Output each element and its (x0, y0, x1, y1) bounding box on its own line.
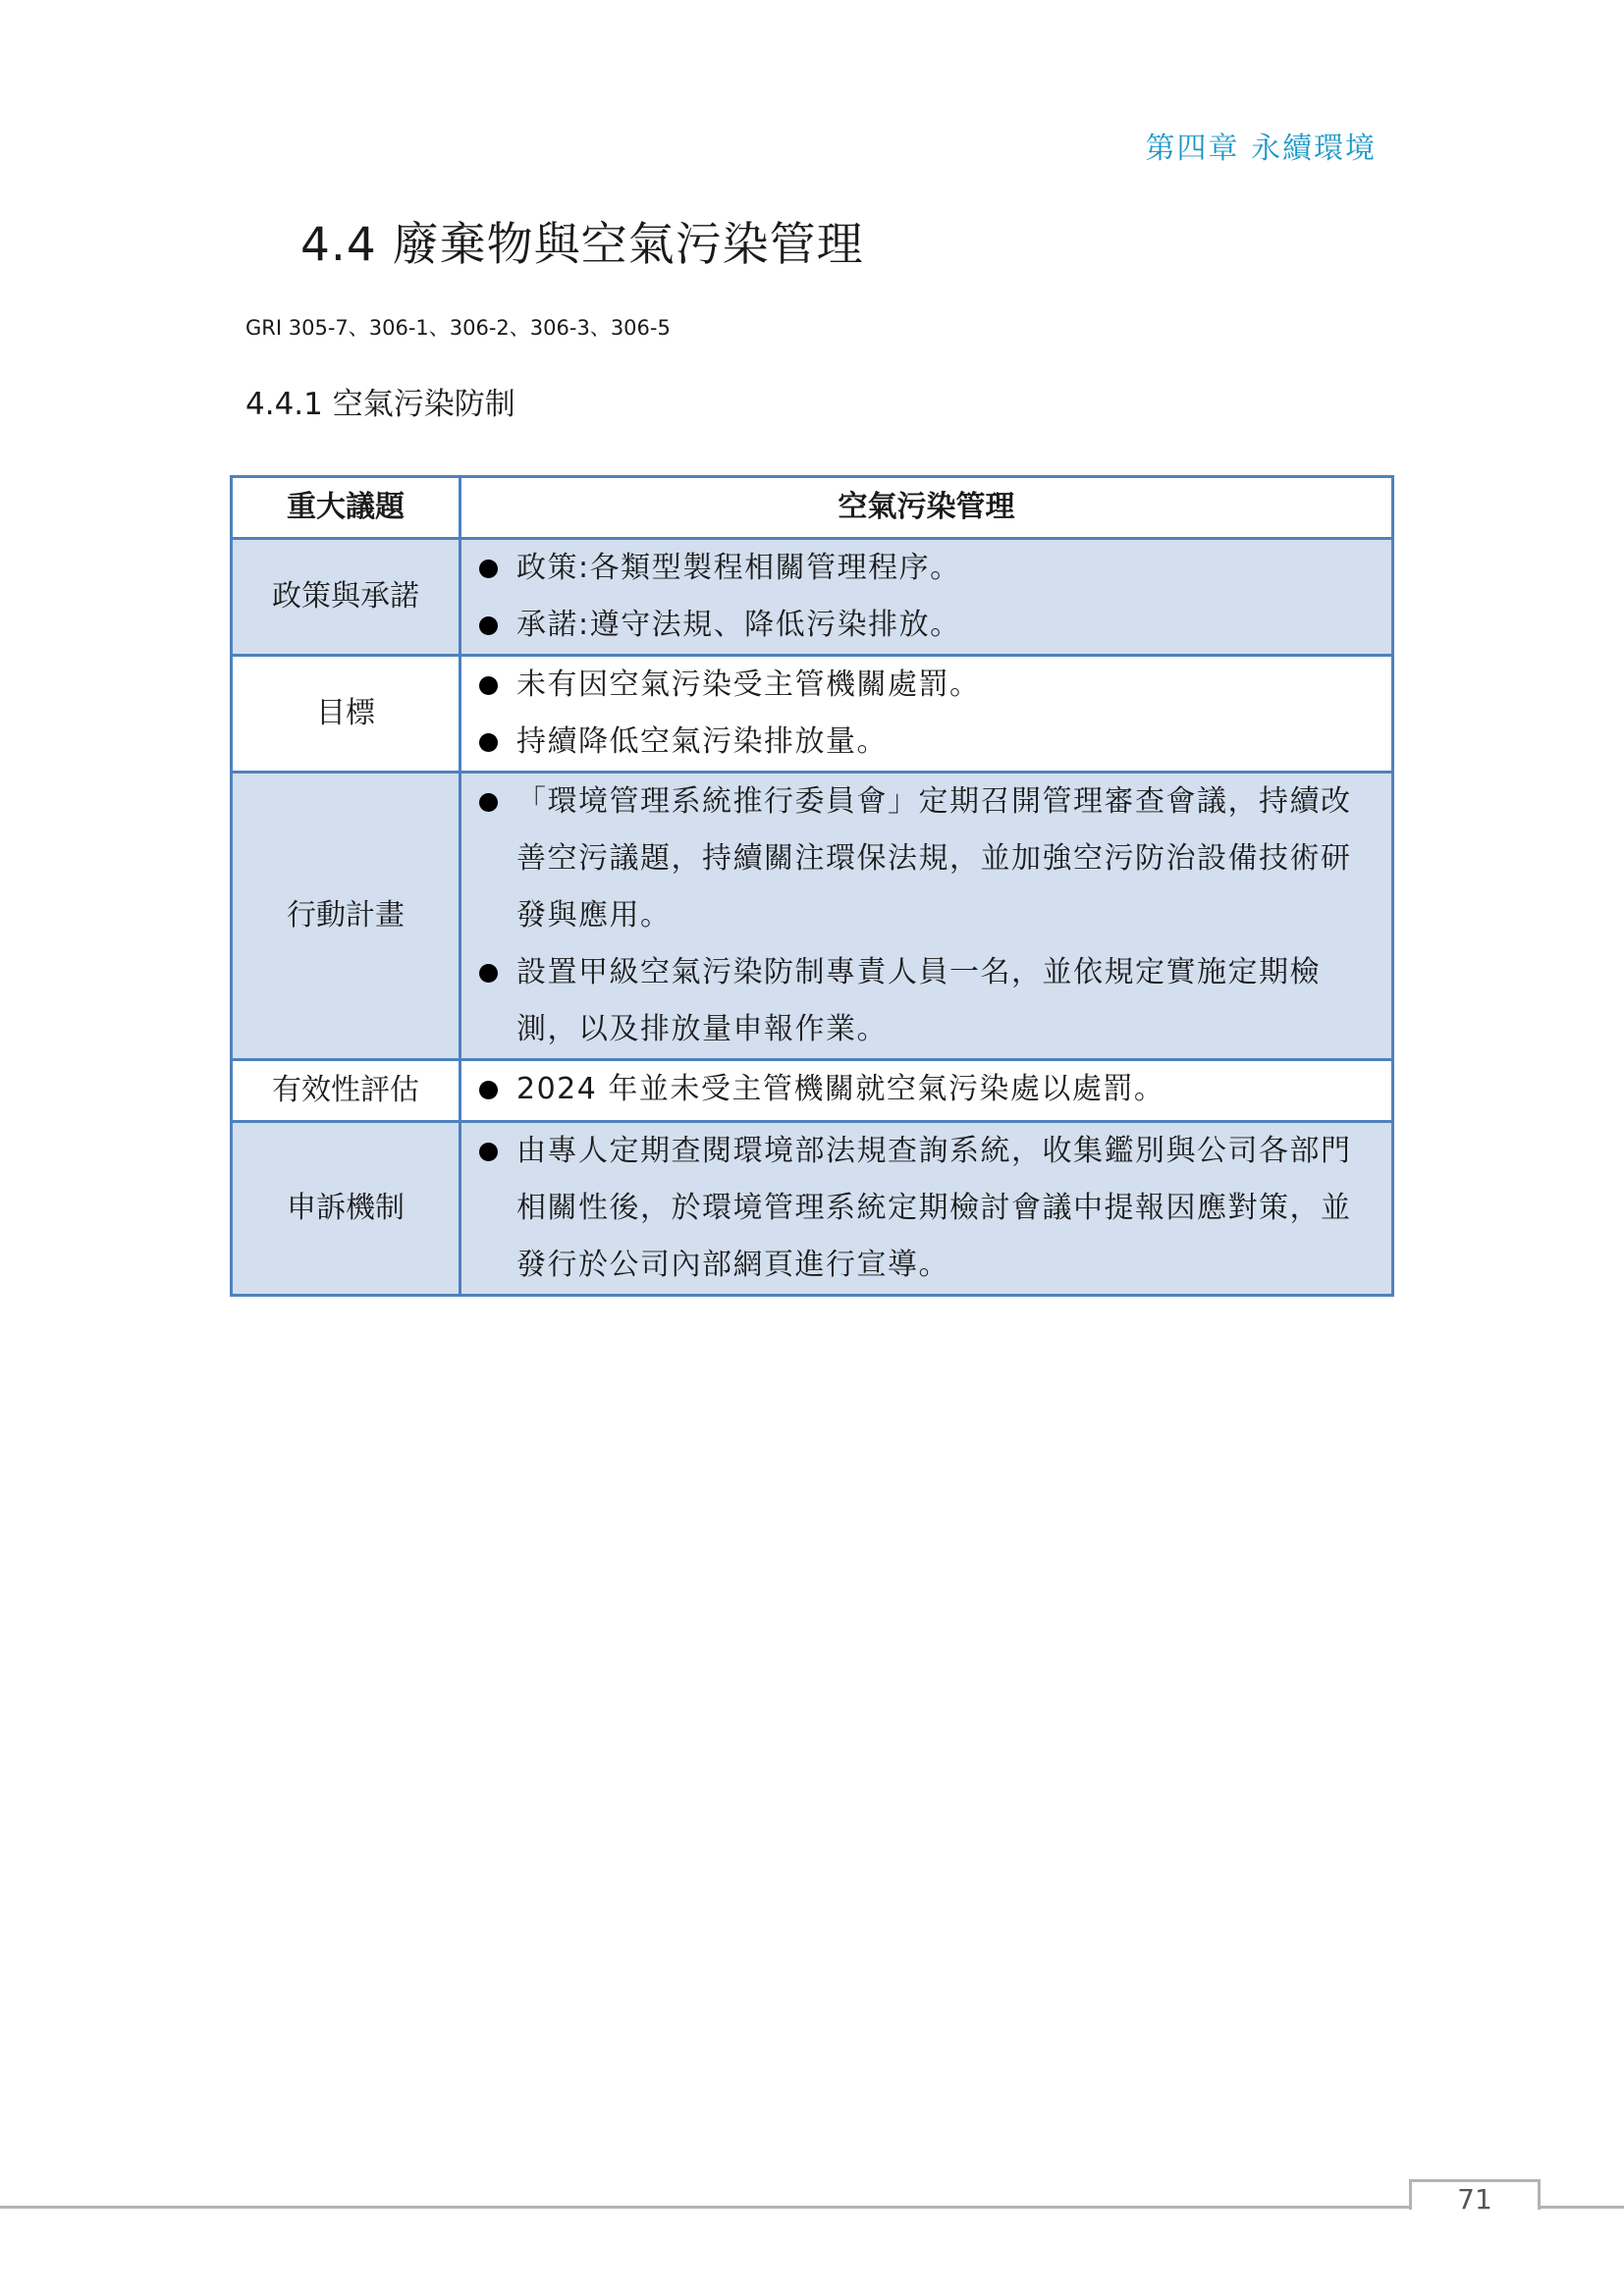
footer-rule (1538, 2206, 1624, 2209)
bullet-icon (479, 793, 498, 812)
bullet-icon (479, 616, 498, 635)
bullet-icon (479, 1143, 498, 1161)
air-pollution-table (230, 475, 1394, 1297)
section-title: 4.4 廢棄物與空氣污染管理 (300, 218, 864, 272)
row-content (460, 539, 1393, 656)
list-item: 承諾:遵守法規、降低污染排放。 (477, 597, 1378, 654)
list-item: 「環境管理系統推行委員會」定期召開管理審查會議，持續改善空污議題，持續關注環保法規，並加強空污防治設備技術研發與應用。 (477, 774, 1378, 944)
list-item: 由專人定期查閱環境部法規查詢系統，收集鑑別與公司各部門相關性後，於環境管理系統定期檢討會議中提報因應對策，並發行於公司內部網頁進行宣導。 (477, 1123, 1378, 1294)
row-content (460, 773, 1393, 1060)
row-topic: 行動計畫 (232, 773, 460, 1060)
row-topic: 有效性評估 (232, 1060, 460, 1122)
header-material-topic: 重大議題 (232, 477, 460, 539)
list-item: 持續降低空氣污染排放量。 (477, 714, 1378, 771)
table-row (232, 539, 1393, 656)
row-content (460, 1122, 1393, 1296)
row-content (460, 656, 1393, 773)
chapter-header: 第四章 永續環境 (1145, 132, 1377, 166)
table-row (232, 1122, 1393, 1296)
table-row (232, 1060, 1393, 1122)
table-row (232, 773, 1393, 1060)
footer-rule (0, 2206, 1409, 2209)
bullet-icon (479, 560, 498, 578)
row-content (460, 1060, 1393, 1122)
gri-reference: GRI 305-7、306-1、306-2、306-3、306-5 (245, 316, 671, 340)
bullet-icon (479, 964, 498, 983)
list-item: 政策:各類型製程相關管理程序。 (477, 540, 1378, 597)
list-item: 未有因空氣污染受主管機關處罰。 (477, 657, 1378, 714)
bullet-icon (479, 733, 498, 752)
table-row (232, 656, 1393, 773)
list-item: 2024 年並未受主管機關就空氣污染處以處罰。 (477, 1061, 1378, 1118)
list-item: 設置甲級空氣污染防制專責人員一名，並依規定實施定期檢測，以及排放量申報作業。 (477, 944, 1378, 1058)
row-topic: 政策與承諾 (232, 539, 460, 656)
header-air-pollution-management: 空氣污染管理 (460, 477, 1393, 539)
row-topic: 申訴機制 (232, 1122, 460, 1296)
row-topic: 目標 (232, 656, 460, 773)
subsection-title: 4.4.1 空氣污染防制 (245, 387, 515, 422)
page-number: 71 (1457, 2183, 1492, 2216)
bullet-icon (479, 676, 498, 695)
bullet-icon (479, 1081, 498, 1099)
